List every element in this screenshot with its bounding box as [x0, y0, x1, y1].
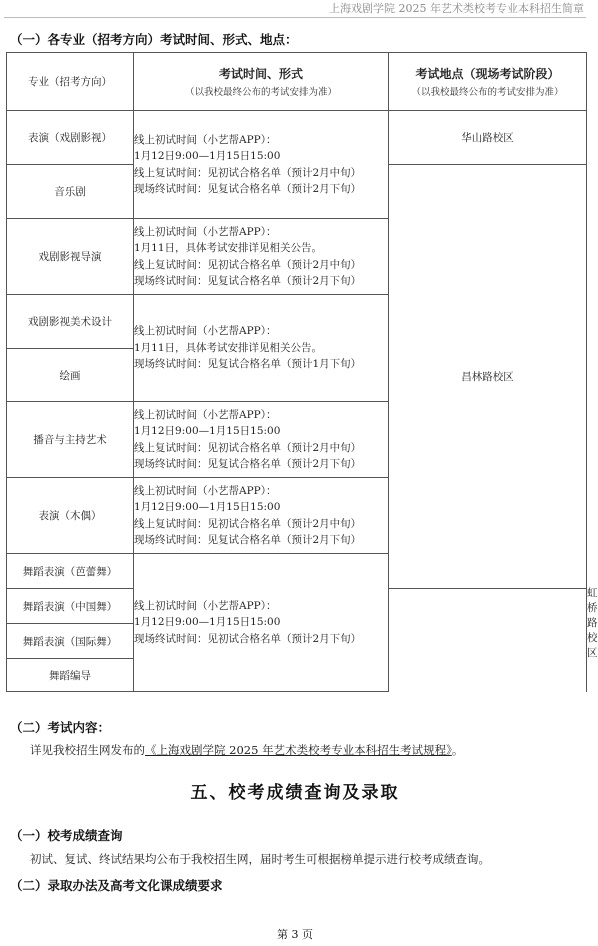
page-number: 第 3 页	[277, 928, 313, 941]
time-line: 1月11日，具体考试安排详见相关公告。	[134, 242, 323, 254]
location-cell: 华山路校区	[389, 111, 587, 165]
time-cell	[134, 402, 389, 478]
time-line: 1月11日，具体考试安排详见相关公告。	[134, 341, 323, 354]
time-line: 线上复试时间：见初试合格名单（预计2月中旬）	[134, 517, 362, 530]
time-line: 线上复试时间：见初试合格名单（预计2月中旬）	[134, 441, 362, 454]
location-cell: 昌林路校区	[389, 165, 587, 589]
time-line: 1月12日9:00—1月15日15:00	[134, 150, 281, 162]
major-cell: 表演（戏剧影视）	[7, 111, 134, 165]
table-row: 舞蹈表演（芭蕾舞） 线上初试时间（小艺帮APP）： 1月12日9:00—1月15日15:00 现场终试时间：见初试合格名单（预计2月下旬） 虹桥路校区	[7, 554, 587, 589]
major-cell: 舞蹈表演（芭蕾舞）	[7, 554, 134, 589]
time-line: 现场终试时间：见复试合格名单（预计2月下旬）	[134, 534, 362, 546]
section-heading-exam-content: （二）考试内容：	[10, 720, 111, 735]
time-line: 线上初试时间（小艺帮APP）：	[134, 325, 277, 338]
exam-content-prefix: 详见我校招生网发布的	[30, 743, 145, 757]
major-cell: 绘画	[7, 349, 134, 402]
section-heading-score-query: （一）校考成绩查询	[10, 828, 123, 843]
time-line: 现场终试时间：见复试合格名单（预计2月下旬）	[134, 183, 362, 195]
time-cell	[134, 111, 389, 219]
table-header-row	[7, 53, 587, 111]
header-time	[134, 53, 389, 111]
major-cell: 戏剧影视导演	[7, 219, 134, 295]
major-cell: 舞蹈表演（中国舞）	[7, 589, 134, 624]
time-line: 线上初试时间（小艺帮APP）：	[134, 225, 277, 238]
time-line: 线上初试时间（小艺帮APP）：	[134, 408, 277, 421]
section-heading-exam-schedule: （一）各专业（招考方向）考试时间、形式、地点：	[10, 32, 298, 47]
section-title: 五、校考成绩查询及录取	[190, 783, 400, 803]
major-cell: 舞蹈表演（国际舞）	[7, 624, 134, 659]
section-heading-admission: （二）录取办法及高考文化课成绩要求	[10, 878, 223, 893]
time-line: 现场终试时间：见初试合格名单（预计2月下旬）	[134, 632, 362, 645]
major-cell: 戏剧影视美术设计	[7, 295, 134, 349]
time-line: 1月12日9:00—1月15日15:00	[134, 501, 281, 513]
exam-rules-link[interactable]: 《上海戏剧学院 2025 年艺术类校考专业本科招生考试规程》	[145, 743, 452, 757]
time-line: 线上初试时间（小艺帮APP）：	[134, 484, 277, 497]
major-cell: 音乐剧	[7, 165, 134, 219]
time-line: 1月12日9:00—1月15日15:00	[134, 616, 281, 629]
major-cell: 舞蹈编导	[7, 659, 134, 692]
exam-content-text	[30, 742, 463, 758]
score-query-text: 初试、复试、终试结果均公布于我校招生网，届时考生可根据榜单提示进行校考成绩查询。	[30, 852, 490, 866]
header-time-note: （以我校最终公布的考试安排为准）	[184, 87, 337, 98]
time-line: 现场终试时间：见复试合格名单（预计2月下旬）	[134, 458, 362, 470]
header-location-note: （以我校最终公布的考试安排为准）	[411, 87, 564, 98]
table-row	[7, 111, 587, 165]
header-time-label: 考试时间、形式	[218, 67, 303, 81]
major-cell: 播音与主持艺术	[7, 402, 134, 478]
exam-schedule-table	[6, 52, 598, 692]
time-line: 线上复试时间：见初试合格名单（预计2月中旬）	[134, 258, 362, 271]
exam-content-suffix: 。	[451, 743, 464, 757]
time-line: 线上复试时间：见初试合格名单（预计2月中旬）	[134, 166, 362, 179]
header-location	[389, 53, 587, 111]
time-line: 1月12日9:00—1月15日15:00	[134, 425, 281, 437]
time-line: 线上初试时间（小艺帮APP）：	[134, 599, 277, 612]
header-rule	[4, 17, 586, 18]
time-line: 现场终试时间：见复试合格名单（预计2月下旬）	[134, 275, 362, 287]
running-header: 上海戏剧学院 2025 年艺术类校考专业本科招生简章	[329, 2, 584, 15]
time-line: 现场终试时间：见复试合格名单（预计1月下旬）	[134, 358, 362, 371]
time-cell	[134, 478, 389, 554]
major-cell: 表演（木偶）	[7, 478, 134, 554]
time-line: 线上初试时间（小艺帮APP）：	[134, 133, 277, 146]
header-major: 专业（招考方向）	[7, 53, 134, 111]
time-cell	[134, 554, 389, 692]
header-location-label: 考试地点（现场考试阶段）	[415, 67, 560, 81]
time-cell	[134, 295, 389, 402]
time-cell	[134, 219, 389, 295]
